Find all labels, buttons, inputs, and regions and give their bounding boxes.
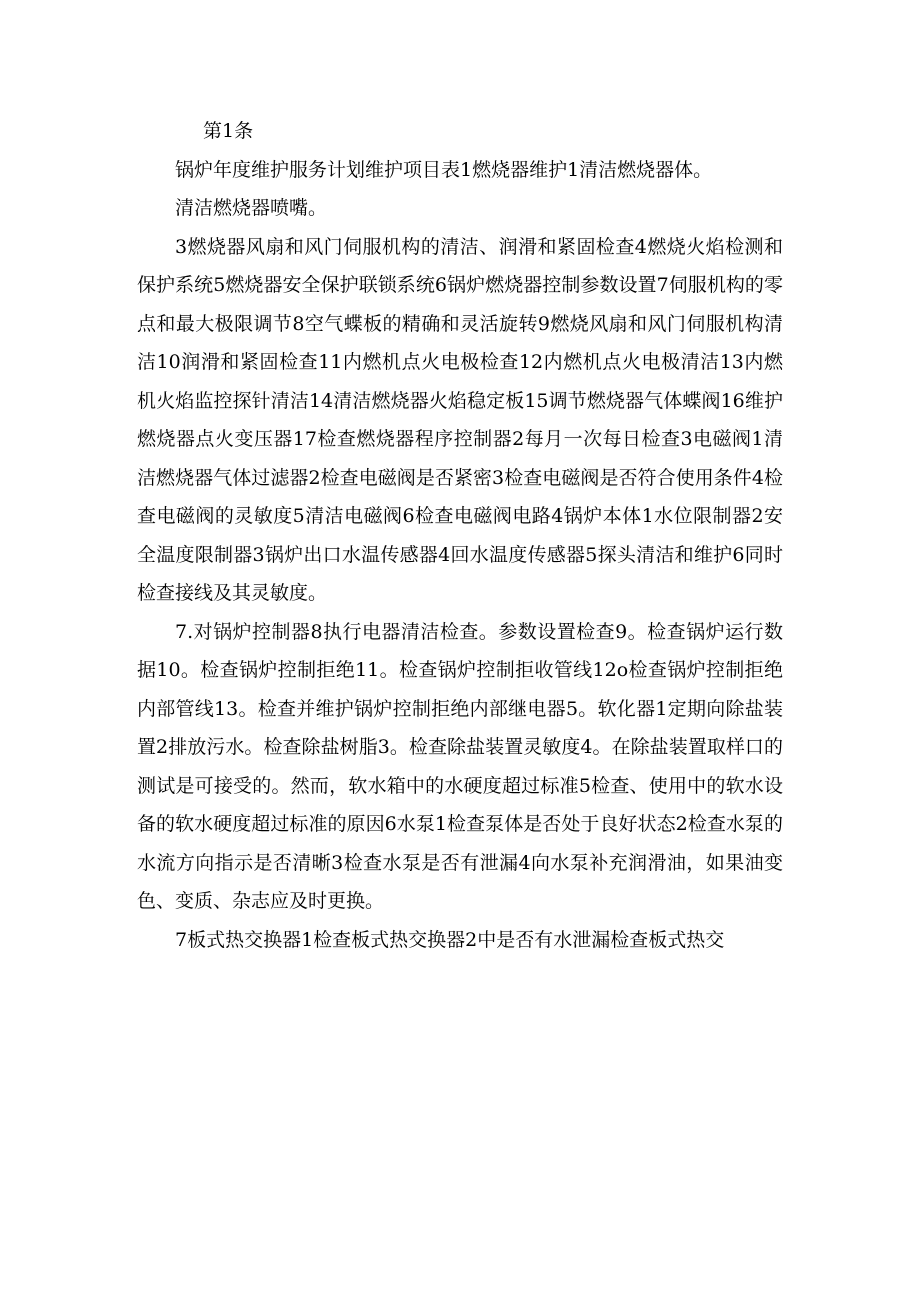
document-body [137, 112, 783, 959]
paragraph-1: 锅炉年度维护服务计划维护项目表1燃烧器维护1清洁燃烧器体。 [175, 158, 713, 181]
article-heading: 第1条 [203, 120, 254, 142]
paragraph-4: 7.对锅炉控制器8执行电器清洁检查。参数设置检查9。检查锅炉运行数据10。检查锅炉控制拒绝11。检查锅炉控制拒收管线12o检查锅炉控制拒绝内部管线13。检查并维护锅炉控制拒绝内部继电器5。软化器1定期向除盐装置2排放污水。检查除盐树脂3。检查除盐装置灵敏度4。在除盐装置取样口的测试是可接受的。然而，软水箱中的水硬度超过标准5检查、使用中的软水设备的软水硬度超过标准的原因6水泵1检查泵体是否处于良好状态2检查水泵的水流方向指示是否清晰3检查水泵是否有泄漏4向水泵补充润滑油，如果油变色、变质、杂志应及时更换。 [137, 620, 783, 912]
paragraph-2: 清洁燃烧器喷嘴。 [175, 197, 328, 219]
paragraph-3: 3燃烧器风扇和风门伺服机构的清洁、润滑和紧固检查4燃烧火焰检测和保护系统5燃烧器安全保护联锁系统6锅炉燃烧器控制参数设置7伺服机构的零点和最大极限调节8空气蝶板的精确和灵活旋转9燃烧风扇和风门伺服机构清洁10润滑和紧固检查11内燃机点火电极检查12内燃机点火电极清洁13内燃机火焰监控探针清洁14清洁燃烧器火焰稳定板15调节燃烧器气体蝶阀16维护燃烧器点火变压器17检查燃烧器程序控制器2每月一次每日检查3电磁阀1清洁燃烧器气体过滤器2检查电磁阀是否紧密3检查电磁阀是否符合使用条件4检查电磁阀的灵敏度5清洁电磁阀6检查电磁阀电路4锅炉本体1水位限制器2安全温度限制器3锅炉出口水温传感器4回水温度传感器5探头清洁和维护6同时检查接线及其灵敏度。 [137, 235, 783, 604]
paragraph-5: 7板式热交换器1检查板式热交换器2中是否有水泄漏检查板式热交 [175, 928, 725, 951]
